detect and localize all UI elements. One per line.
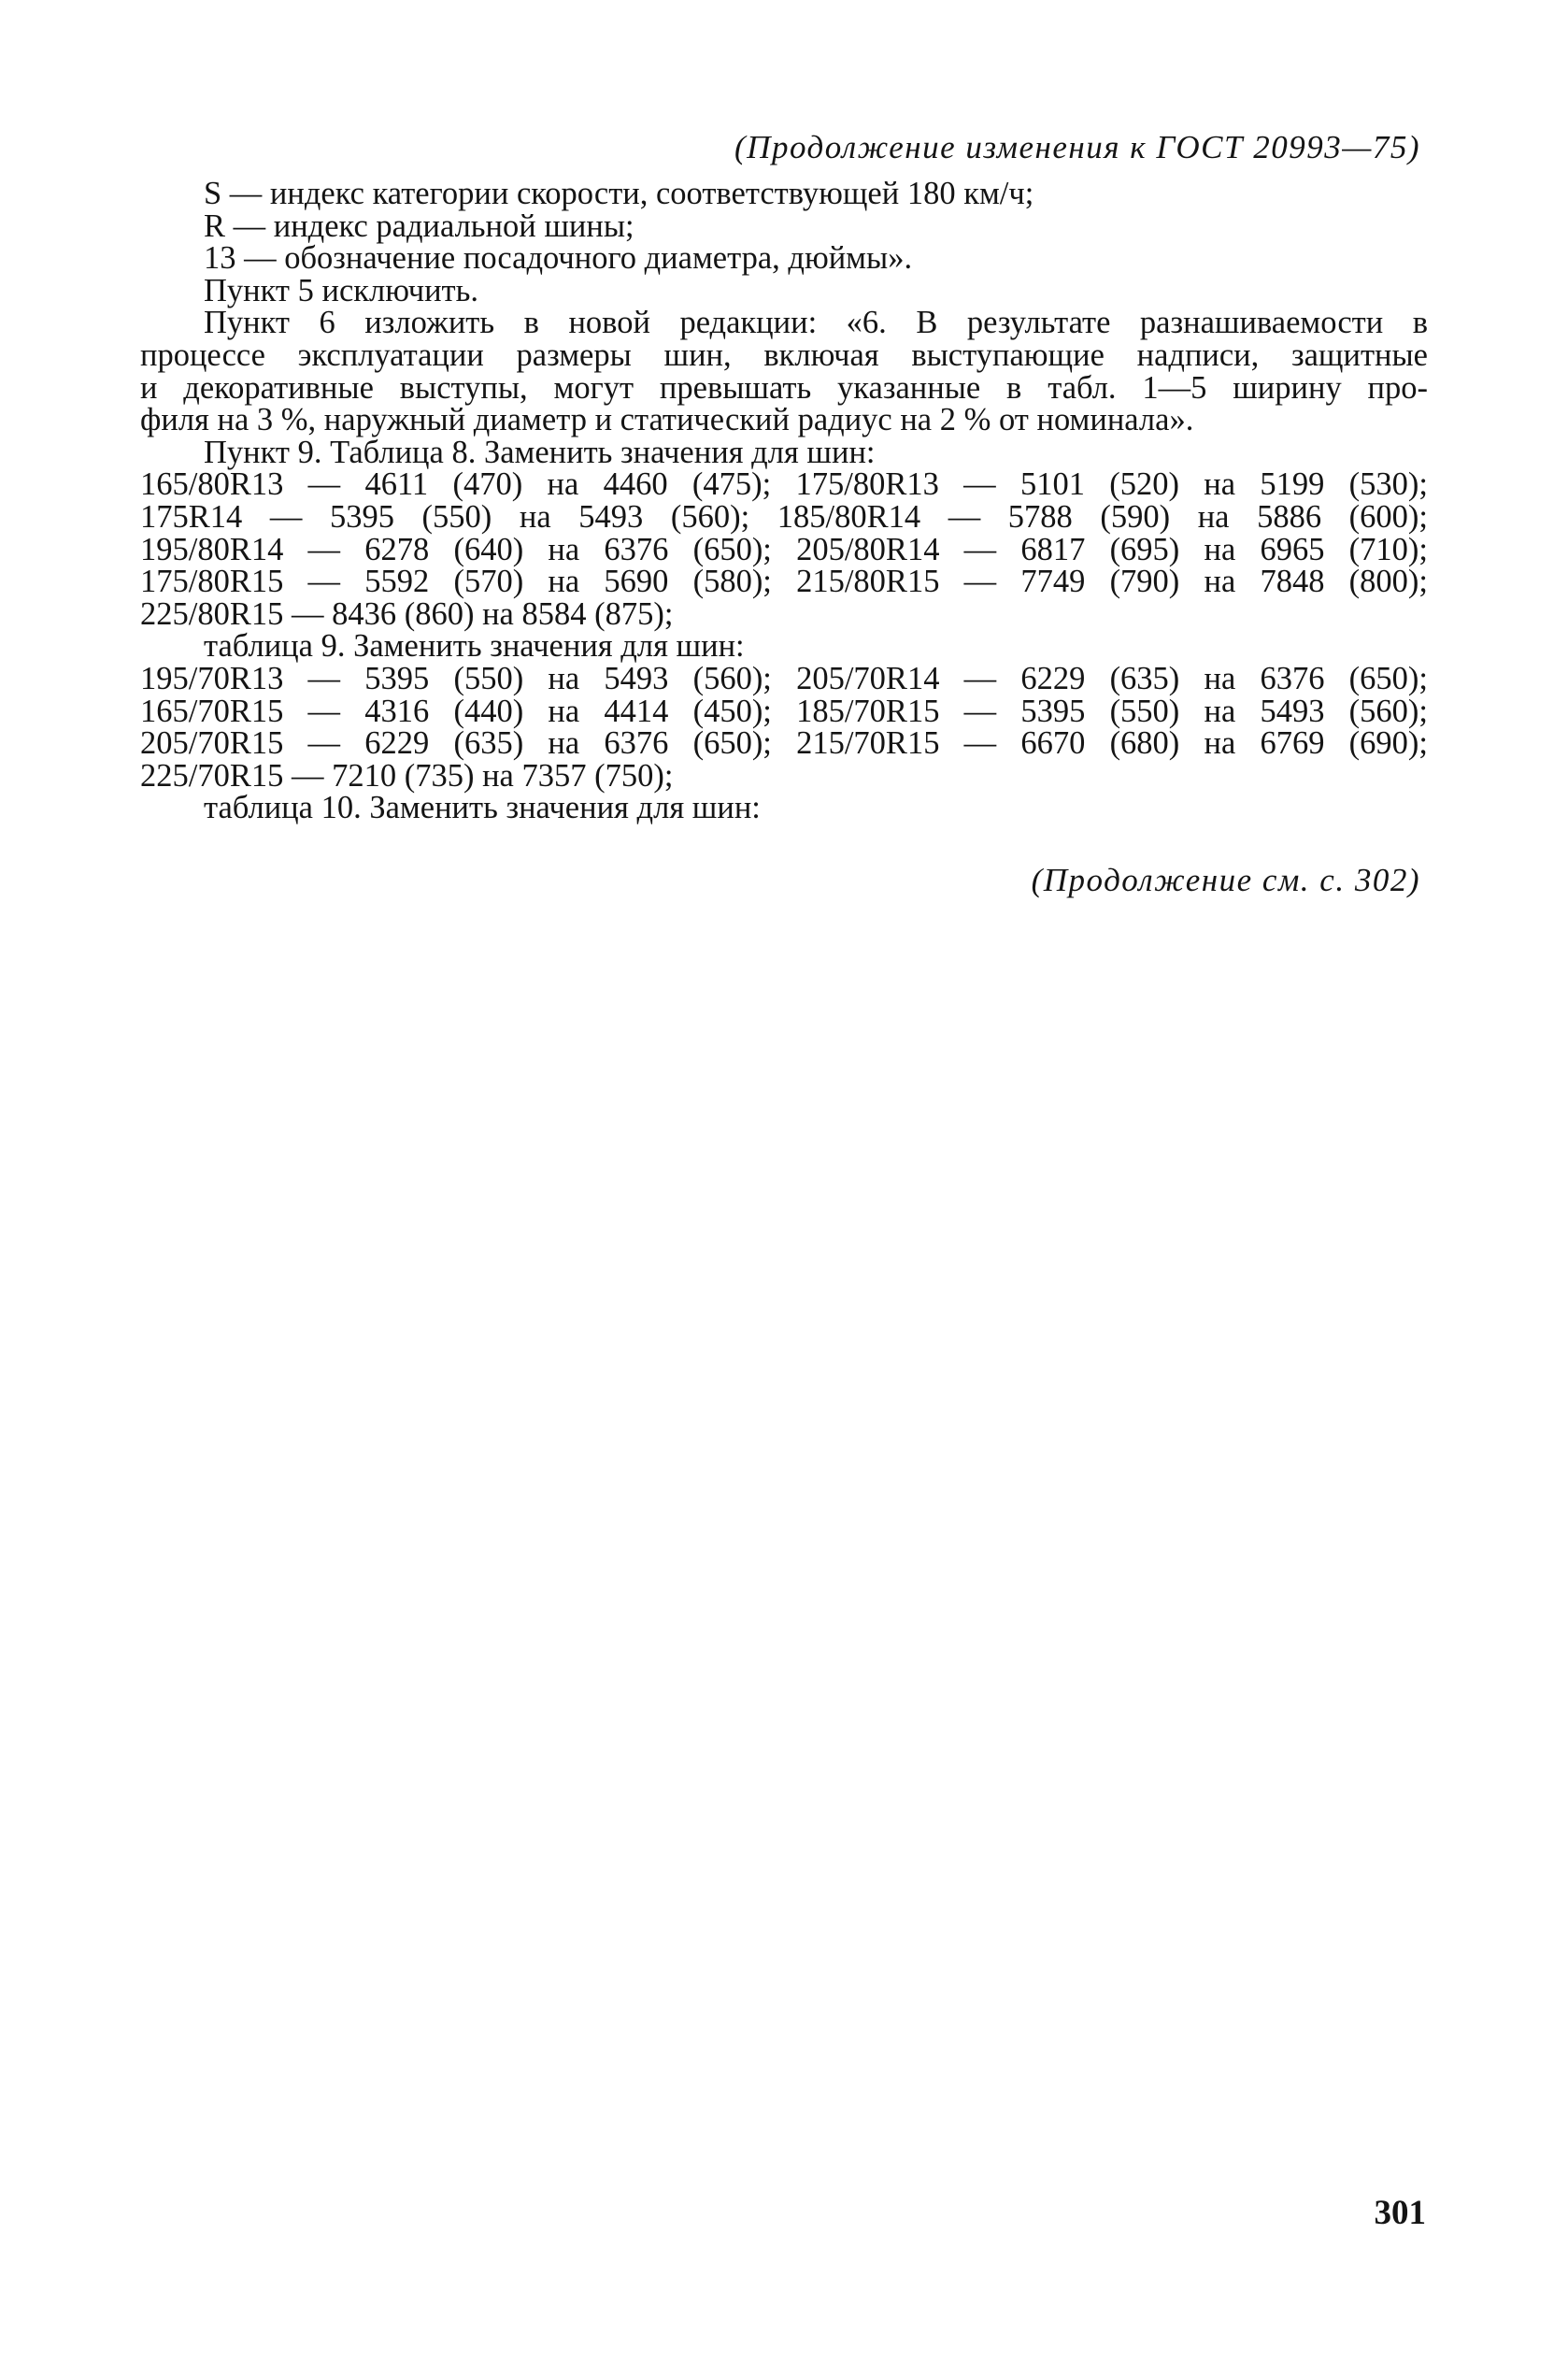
table-9-line-1: 195/70R13 — 5395 (550) на 5493 (560); 205/70R14 — 6229 (635) на 6376 (650);	[140, 660, 1428, 696]
table-8-line-4: 175/80R15 — 5592 (570) на 5690 (580); 215/80R15 — 7749 (790) на 7848 (800);	[140, 564, 1428, 600]
table-8-line-2: 175R14 — 5395 (550) на 5493 (560); 185/80R14 — 5788 (590) на 5886 (600);	[140, 498, 1428, 535]
table-8-line-1: 165/80R13 — 4611 (470) на 4460 (475); 175/80R13 — 5101 (520) на 5199 (530);	[140, 466, 1428, 503]
table-9-line-4: 225/70R15 — 7210 (735) на 7357 (750);	[140, 757, 674, 794]
clause-6-line-4: филя на 3 %, наружный диаметр и статический радиус на 2 % от номинала».	[140, 402, 1194, 438]
table-9-line-2: 165/70R15 — 4316 (440) на 4414 (450); 185/70R15 — 5395 (550) на 5493 (560);	[140, 693, 1428, 729]
table-10-heading: таблица 10. Заменить значения для шин:	[204, 790, 761, 826]
table-8-line-3: 195/80R14 — 6278 (640) на 6376 (650); 205/80R14 — 6817 (695) на 6965 (710);	[140, 531, 1428, 567]
definition-13: 13 — обозначение посадочного диаметра, дюймы».	[204, 240, 913, 277]
definition-r: R — индекс радиальной шины;	[204, 208, 634, 244]
table-9-heading: таблица 9. Заменить значения для шин:	[204, 628, 745, 665]
clause-6-line-1: Пункт 6 изложить в новой редакции: «6. В результате разнашиваемости в	[204, 305, 1428, 341]
table-8-line-5: 225/80R15 — 8436 (860) на 8584 (875);	[140, 595, 674, 632]
clause-6-line-3: и декоративные выступы, могут превышать указанные в табл. 1—5 ширину про-	[140, 369, 1428, 406]
clause-5: Пункт 5 исключить.	[204, 272, 478, 308]
continuation-footer: (Продолжение см. с. 302)	[1031, 862, 1420, 898]
clause-9-table-8-heading: Пункт 9. Таблица 8. Заменить значения для шин:	[204, 434, 876, 470]
body-text	[140, 178, 1428, 824]
clause-6-line-2: процессе эксплуатации размеры шин, включая выступающие надписи, защитные	[140, 337, 1428, 373]
table-9-line-3: 205/70R15 — 6229 (635) на 6376 (650); 215/70R15 — 6670 (680) на 6769 (690);	[140, 725, 1428, 762]
page-number: 301	[1374, 2194, 1426, 2232]
definition-s: S — индекс категории скорости, соответствующей 180 км/ч;	[204, 176, 1034, 211]
continuation-header: (Продолжение изменения к ГОСТ 20993—75)	[734, 129, 1420, 165]
